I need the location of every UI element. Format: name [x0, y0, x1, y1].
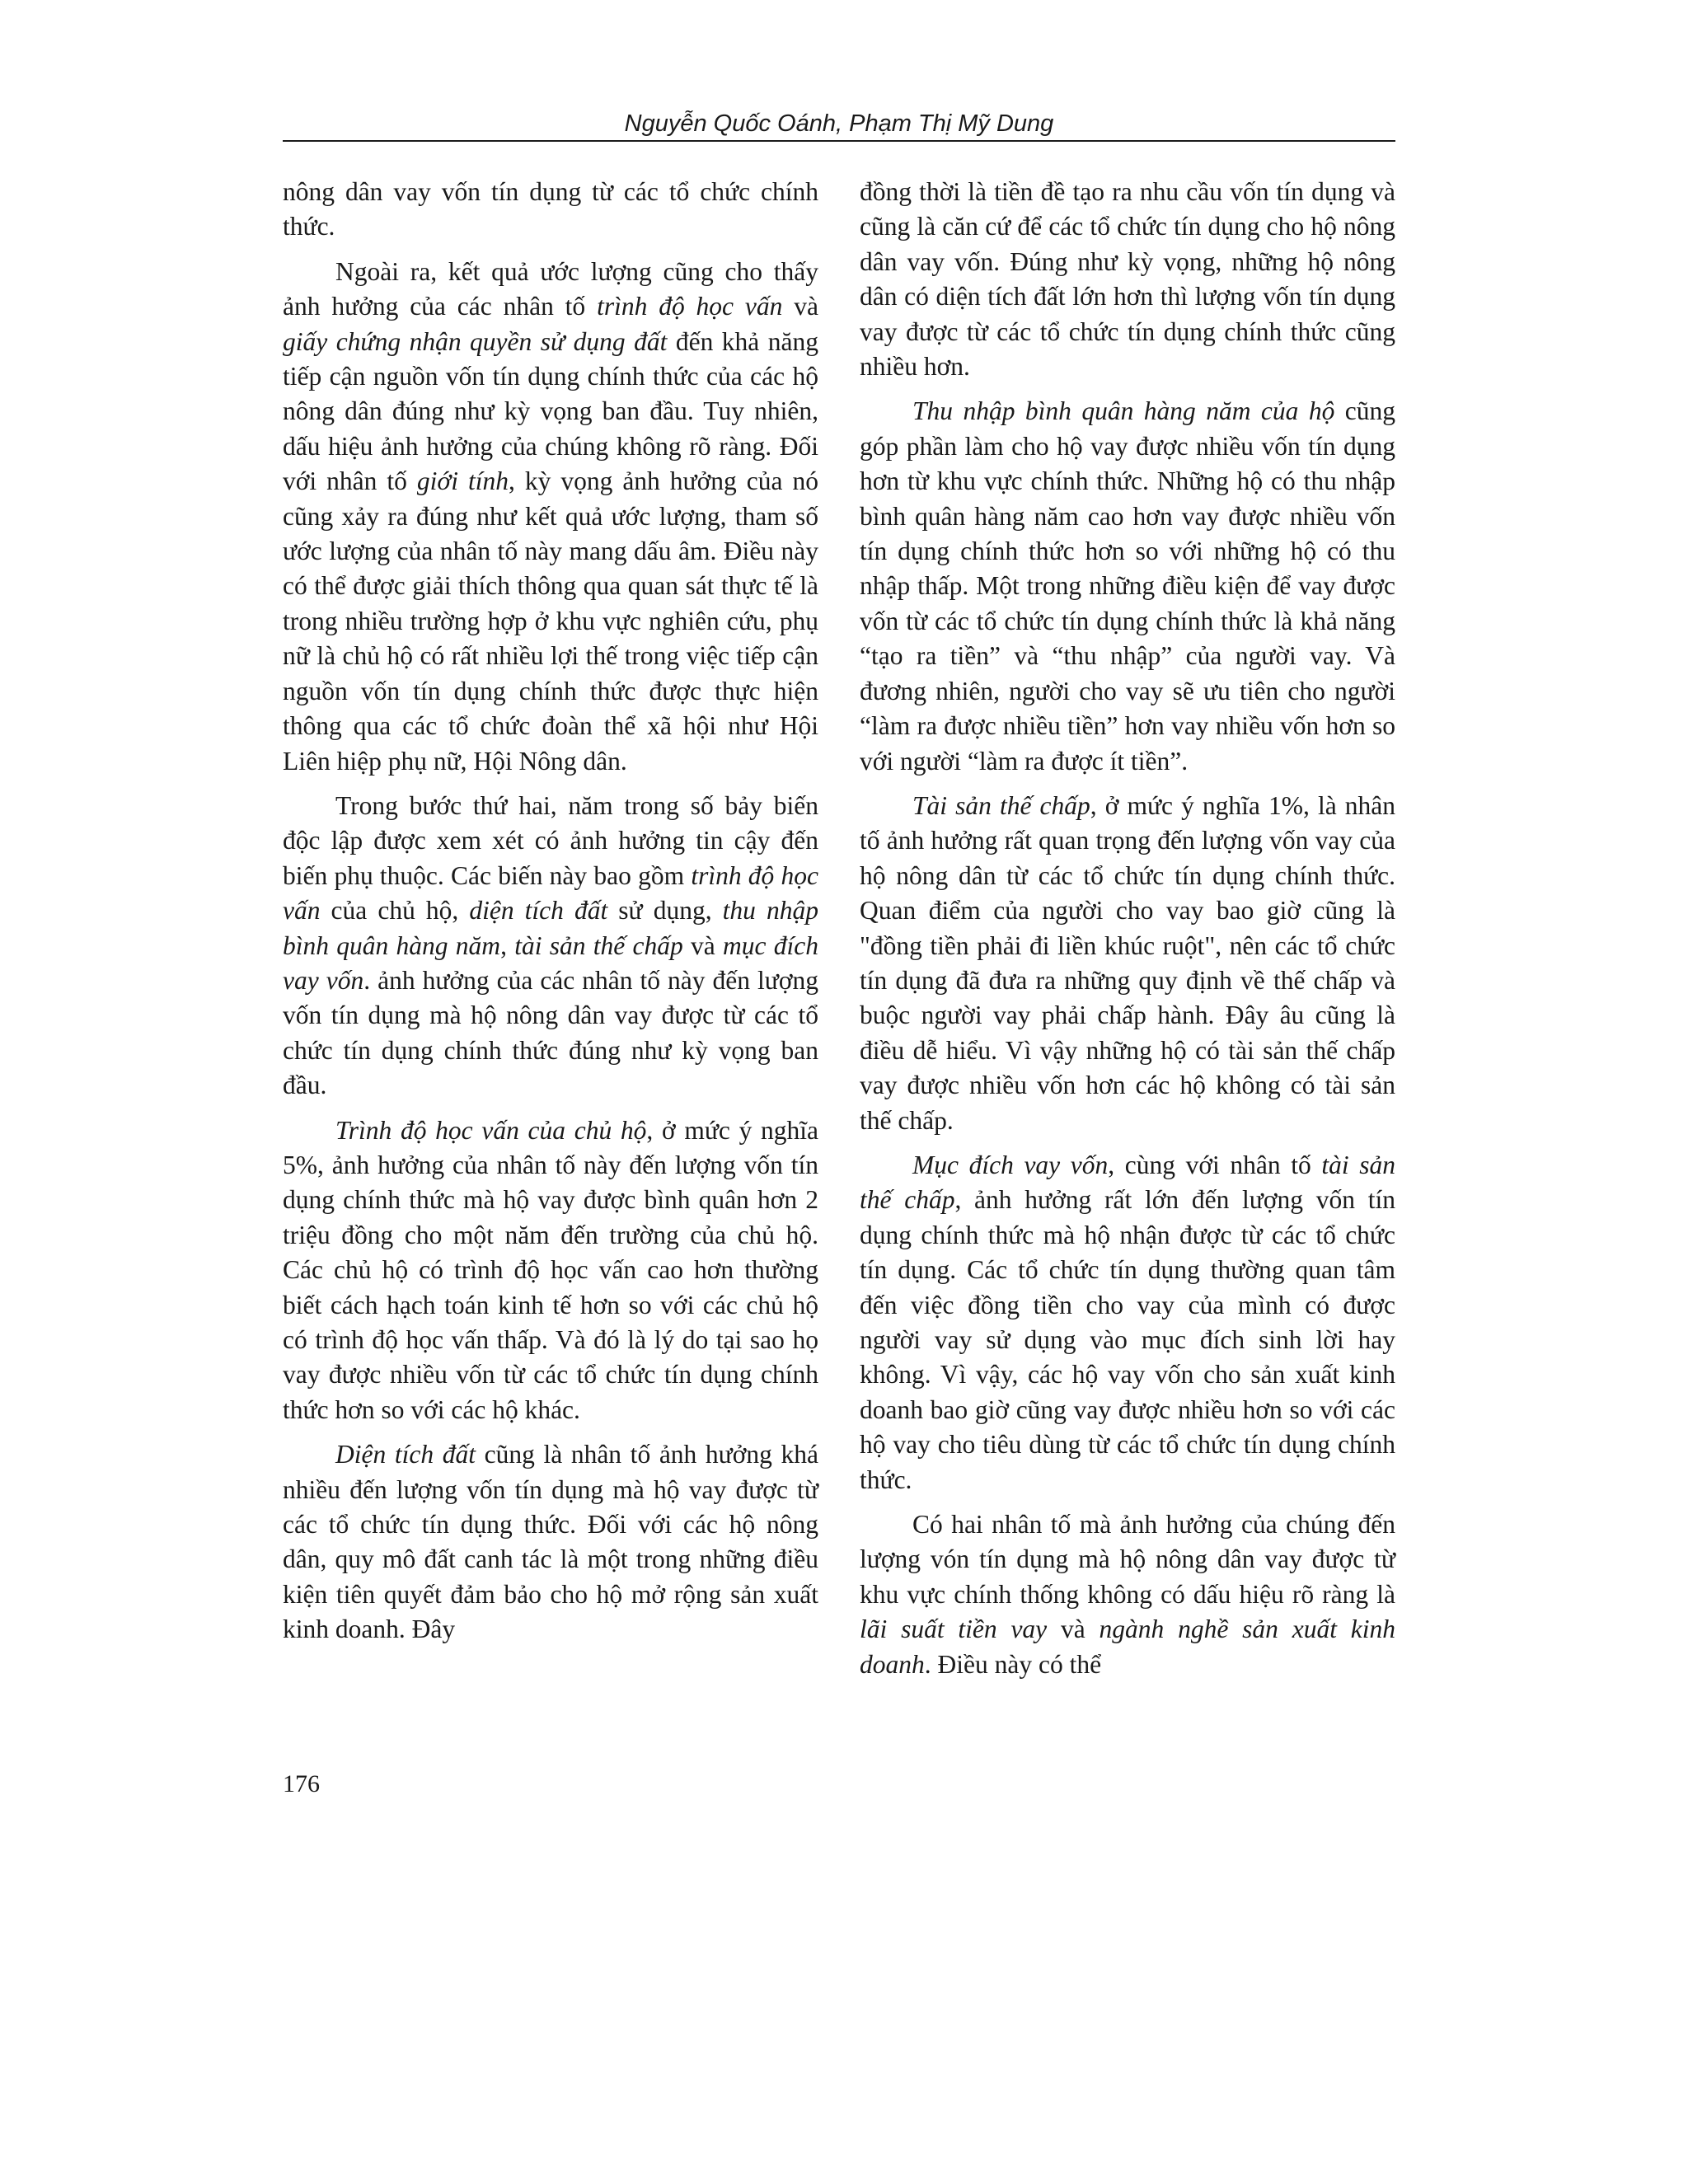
- italic-term: lãi suất tiền vay: [860, 1615, 1048, 1644]
- running-header-authors: Nguyễn Quốc Oánh, Phạm Thị Mỹ Dung: [624, 110, 1054, 137]
- italic-term: diện tích đất: [469, 896, 608, 926]
- page-number: 176: [283, 1770, 320, 1797]
- paragraph: Tài sản thế chấp, ở mức ý nghĩa 1%, là nhân tố ảnh hưởng rất quan trọng đến lượng vốn vay của hộ nông dân từ các tổ chức tín dụng chính thức. Quan điểm của người cho vay bao giờ cũng là "đồng tiền phải đi liền khúc ruột", nên các tổ chức tín dụng đã đưa ra những quy định về thế chấp và buộc người vay phải chấp hành. Đây âu cũng là điều dễ hiểu. Vì vậy những hộ có tài sản thế chấp vay được nhiều vốn hơn các hộ không có tài sản thế chấp.: [860, 790, 1395, 1135]
- italic-term: trình độ học vấn: [597, 292, 783, 321]
- italic-term: Diện tích đất: [335, 1440, 476, 1469]
- header-rule: [283, 140, 1395, 142]
- paragraph: Có hai nhân tố mà ảnh hưởng của chúng đến lượng vón tín dụng mà hộ nông dân vay được từ khu vực chính thống không có dấu hiệu rõ ràng là lãi suất tiền vay và ngành nghề sản xuất kinh doanh. Điều này có thể: [860, 1510, 1395, 1679]
- paragraph: Mục đích vay vốn, cùng với nhân tố tài sản thế chấp, ảnh hưởng rất lớn đến lượng vốn tín dụng chính thức mà hộ nhận được từ các tổ chức tín dụng. Các tổ chức tín dụng thường quan tâm đến việc đồng tiền cho vay của mình có được người vay sử dụng vào mục đích sinh lời hay không. Vì vậy, các hộ vay vốn cho sản xuất kinh doanh bao giờ cũng vay được nhiều hơn so với các hộ vay cho tiêu dùng từ các tổ chức tín dụng chính thức.: [860, 1150, 1396, 1494]
- italic-term: tài sản thế chấp: [860, 1150, 1396, 1215]
- right-column: [860, 175, 1395, 1682]
- paragraph: Ngoài ra, kết quả ước lượng cũng cho thấy ảnh hưởng của các nhân tố trình độ học vấn và giấy chứng nhận quyền sử dụng đất đến khả năng tiếp cận nguồn vốn tín dụng chính thức của các hộ nông dân đúng như kỳ vọng ban đầu. Tuy nhiên, dấu hiệu ảnh hưởng của chúng không rõ ràng. Đối với nhân tố giới tính, kỳ vọng ảnh hưởng của nó cũng xảy ra đúng như kết quả ước lượng, tham số ước lượng của nhân tố này mang dấu âm. Điều này có thể được giải thích thông qua quan sát thực tế là trong nhiều trường hợp ở khu vực nghiên cứu, phụ nữ là chủ hộ có rất nhiều lợi thế trong việc tiếp cận nguồn vốn tín dụng chính thức được thực hiện thông qua các tổ chức đoàn thể xã hội như Hội Liên hiệp phụ nữ, Hội Nông dân.: [283, 256, 818, 776]
- paragraph: Trình độ học vấn của chủ hộ, ở mức ý nghĩa 5%, ảnh hưởng của nhân tố này đến lượng vốn tín dụng chính thức mà hộ vay được bình quân hơn 2 triệu đồng cho một năm đến trường của chủ hộ. Các chủ hộ có trình độ học vấn cao hơn thường biết cách hạch toán kinh tế hơn so với các chủ hộ có trình độ học vấn thấp. Và đó là lý do tại sao họ vay được nhiều vốn từ các tổ chức tín dụng chính thức hơn so với các hộ khác.: [283, 1115, 818, 1424]
- italic-term: tài sản thế chấp: [514, 930, 683, 960]
- italic-term: mục đích vay vốn: [283, 930, 819, 995]
- paragraph: nông dân vay vốn tín dụng từ các tổ chức chính thức.: [283, 177, 818, 241]
- italic-term: Mục đích vay vốn: [912, 1150, 1109, 1179]
- left-column: [283, 175, 818, 1647]
- italic-term: Tài sản thế chấp: [912, 790, 1090, 820]
- italic-term: giấy chứng nhận quyền sử dụng đất: [283, 326, 668, 356]
- paragraph: Thu nhập bình quân hàng năm của hộ cũng góp phần làm cho hộ vay được nhiều vốn tín dụng hơn từ khu vực chính thức. Những hộ có thu nhập bình quân hàng năm cao hơn vay được nhiều vốn tín dụng chính thức hơn so với những hộ có thu nhập thấp. Một trong những điều kiện để vay được vốn từ các tổ chức tín dụng chính thức là khả năng “tạo ra tiền” và “thu nhập” của người vay. Và đương nhiên, người cho vay sẽ ưu tiên cho người “làm ra được nhiều tiền” hơn vay nhiều vốn hơn so với người “làm ra được ít tiền”.: [860, 396, 1395, 776]
- italic-term: giới tính: [416, 466, 509, 496]
- paragraph: Trong bước thứ hai, năm trong số bảy biến độc lập được xem xét có ảnh hưởng tin cậy đến biến phụ thuộc. Các biến này bao gồm trình độ học vấn của chủ hộ, diện tích đất sử dụng, thu nhập bình quân hàng năm, tài sản thế chấp và mục đích vay vốn. ảnh hưởng của các nhân tố này đến lượng vốn tín dụng mà hộ nông dân vay được từ các tổ chức tín dụng chính thức đúng như kỳ vọng ban đầu.: [283, 790, 819, 1100]
- paragraph: Diện tích đất cũng là nhân tố ảnh hưởng khá nhiều đến lượng vốn tín dụng mà hộ vay được từ các tổ chức tín dụng thức. Đối với các hộ nông dân, quy mô đất canh tác là một trong những điều kiện tiên quyết đảm bảo cho hộ mở rộng sản xuất kinh doanh. Đây: [283, 1440, 819, 1644]
- italic-term: Thu nhập bình quân hàng năm của hộ: [912, 396, 1335, 426]
- italic-term: thu nhập bình quân hàng năm: [283, 896, 818, 960]
- italic-term: Trình độ học vấn của chủ hộ: [335, 1115, 647, 1145]
- paragraph: đồng thời là tiền đề tạo ra nhu cầu vốn tín dụng và cũng là căn cứ để các tổ chức tín dụng cho hộ nông dân vay vốn. Đúng như kỳ vọng, những hộ nông dân có diện tích đất lớn hơn thì lượng vốn tín dụng vay được từ các tổ chức tín dụng chính thức cũng nhiều hơn.: [860, 177, 1395, 382]
- italic-term: trình độ học vấn: [283, 860, 819, 926]
- italic-term: ngành nghề sản xuất kinh doanh: [860, 1615, 1395, 1679]
